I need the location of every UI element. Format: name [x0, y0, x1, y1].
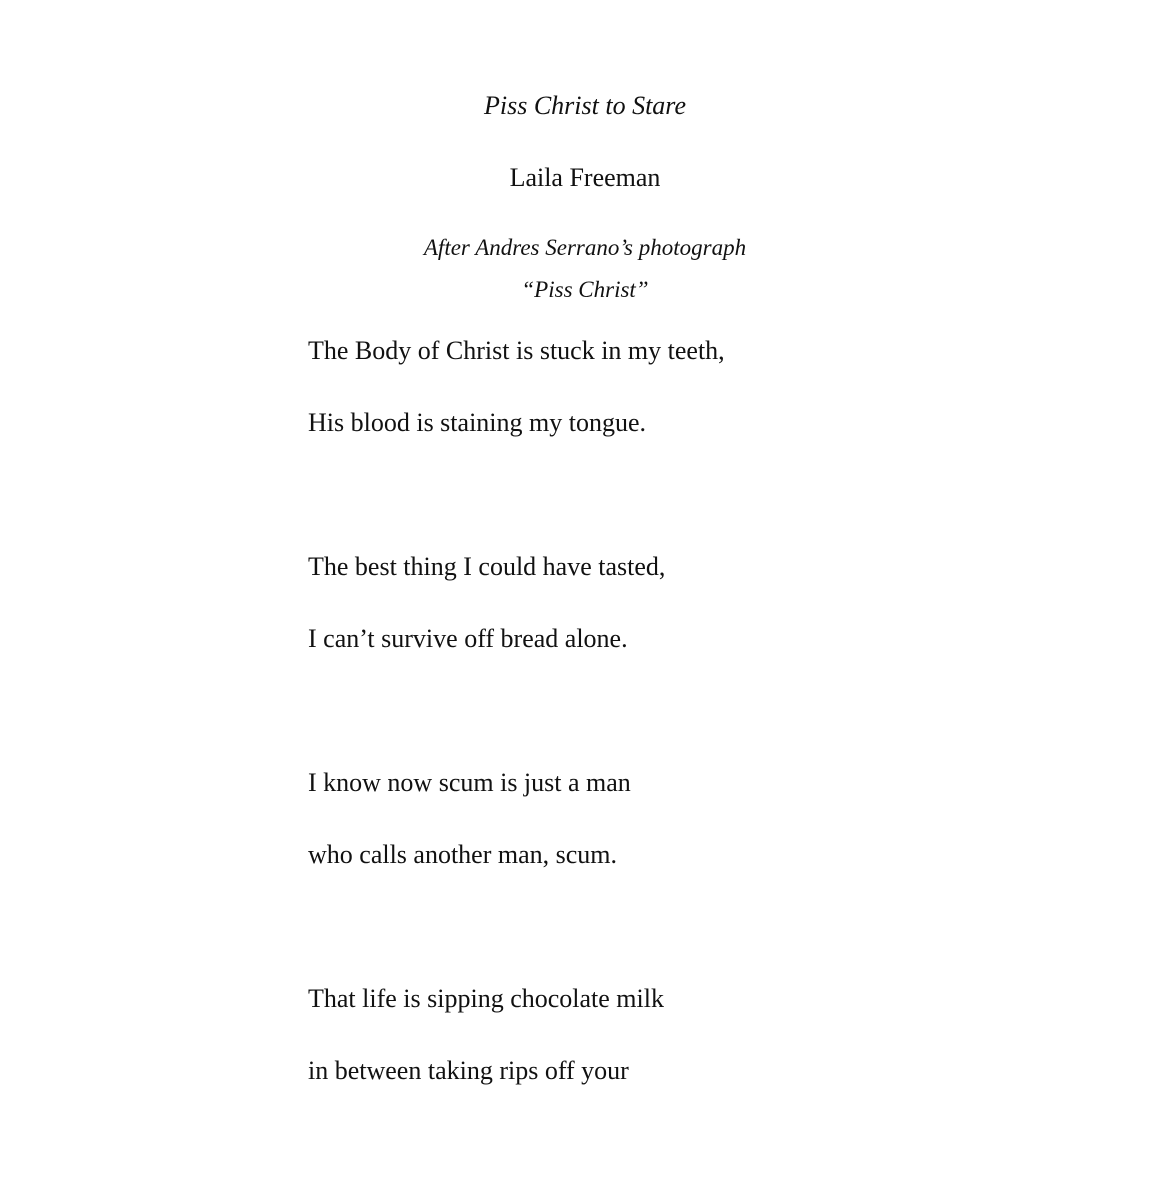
stanza-3-line-2: who calls another man, scum.	[308, 840, 618, 869]
stanza-3-line-1: I know now scum is just a man	[308, 768, 631, 797]
stanza-2-line-1: The best thing I could have tasted,	[308, 552, 666, 581]
dedication-line-1: After Andres Serrano’s photograph	[423, 235, 747, 260]
stanza-1-line-2: His blood is staining my tongue.	[308, 408, 646, 437]
dedication-line-2: “Piss Christ”	[521, 277, 649, 302]
stanza-4-line-2: in between taking rips off your	[308, 1056, 629, 1085]
stanza-1-line-1: The Body of Christ is stuck in my teeth,	[308, 336, 725, 365]
stanza-4-line-1: That life is sipping chocolate milk	[308, 984, 664, 1013]
stanza-2-line-2: I can’t survive off bread alone.	[308, 624, 628, 653]
poem-title: Piss Christ to Stare	[483, 91, 686, 120]
poem-author: Laila Freeman	[509, 163, 661, 192]
